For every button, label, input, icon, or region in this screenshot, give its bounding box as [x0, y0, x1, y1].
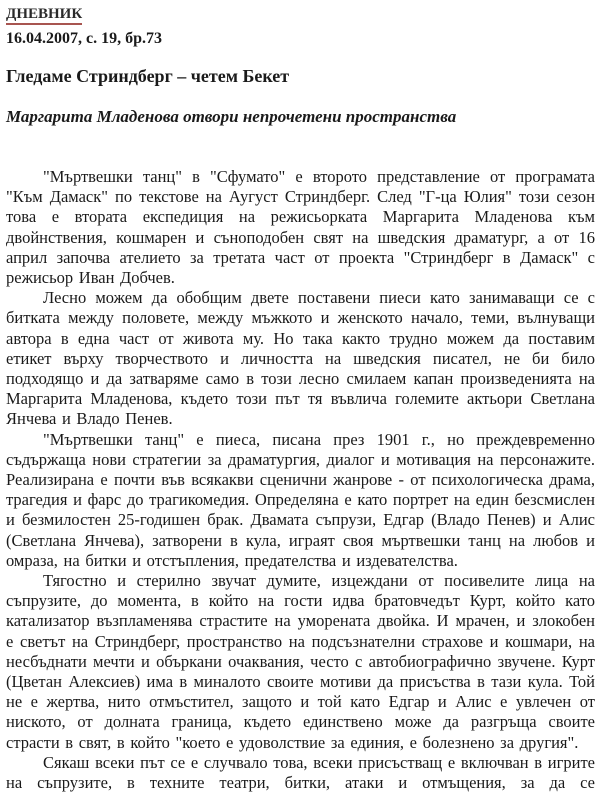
article-title: Гледаме Стриндберг – четем Бекет [6, 66, 290, 86]
paragraph: Сякаш всеки път се е случвало това, всеки присъстващ е включван в игрите на съпрузите, в техните театри, битки, атаки и отмъщения, за да се [6, 752, 595, 793]
paragraph: "Мъртвешки танц" в "Сфумато" е второто представление от програмата "Към Дамаск" по текстове на Аугуст Стриндберг. След "Г-ца Юлия" този сезон това е втората експедиция на режисьорката Маргарита Младенова към двойнствения, кошмарен и съноподобен свят на шведския драматург, а от 16 април започва ателието за третата част от проекта "Стриндберг в Дамаск" с режисьор Иван Добчев. [6, 167, 595, 288]
publication-link[interactable]: ДНЕВНИК [6, 6, 82, 25]
article-subtitle: Маргарита Младенова отвори непрочетени пространства [6, 107, 457, 126]
article-body [6, 167, 595, 793]
date-line: 16.04.2007, с. 19, бр.73 [6, 30, 162, 47]
paragraph: Тягостно и стерилно звучат думите, изцеждани от посивелите лица на съпрузите, до момента, в който на гости идва братовчедът Курт, който като катализатор възпламенява страстите на уморената двойка. И мрачен, и злокобен е светът на Стриндберг, пространство на подсъзнателни страхове и кошмари, на несбъднати мечти и объркани очаквания, често с автобиографично звучене. Курт (Цветан Алексиев) има в миналото своите мотиви да присъства в тази кула. Той не е жертва, нито отмъстител, защото и той като Едгар и Алис е увлечен от ниското, от долната граница, където единствено може да разгръща своите страсти в свят, в който "което е удоволствие за единия, е болезнено за другия". [6, 571, 595, 752]
paragraph: Лесно можем да обобщим двете поставени пиеси като занимаващи се с битката между половете, между мъжкото и женското начало, теми, вълнуващи автора в една част от живота му. Но така както трудно можем да поставим етикет върху творчеството и личността на шведския писател, не би било подходящо и да затваряме само в този лесно смилаем капан произведенията на Маргарита Младенова, където този път тя въвлича големите актьори Светлана Янчева и Владо Пенев. [6, 288, 595, 429]
paragraph: "Мъртвешки танц" е пиеса, писана през 1901 г., но преждевременно съдържаща нови стратегии за драматургия, диалог и мотивация на персонажите. Реализирана е почти във всякакви сценични жанрове - от психологическа драма, трагедия и фарс до трагикомедия. Определяна е като портрет на един безсмислен и безмилостен 25-годишен брак. Двамата съпрузи, Едгар (Владо Пенев) и Алис (Светлана Янчева), затворени в кула, играят своя мъртвешки танц на любов и омраза, на битки и отстъпления, предателства и издевателства. [6, 429, 595, 570]
